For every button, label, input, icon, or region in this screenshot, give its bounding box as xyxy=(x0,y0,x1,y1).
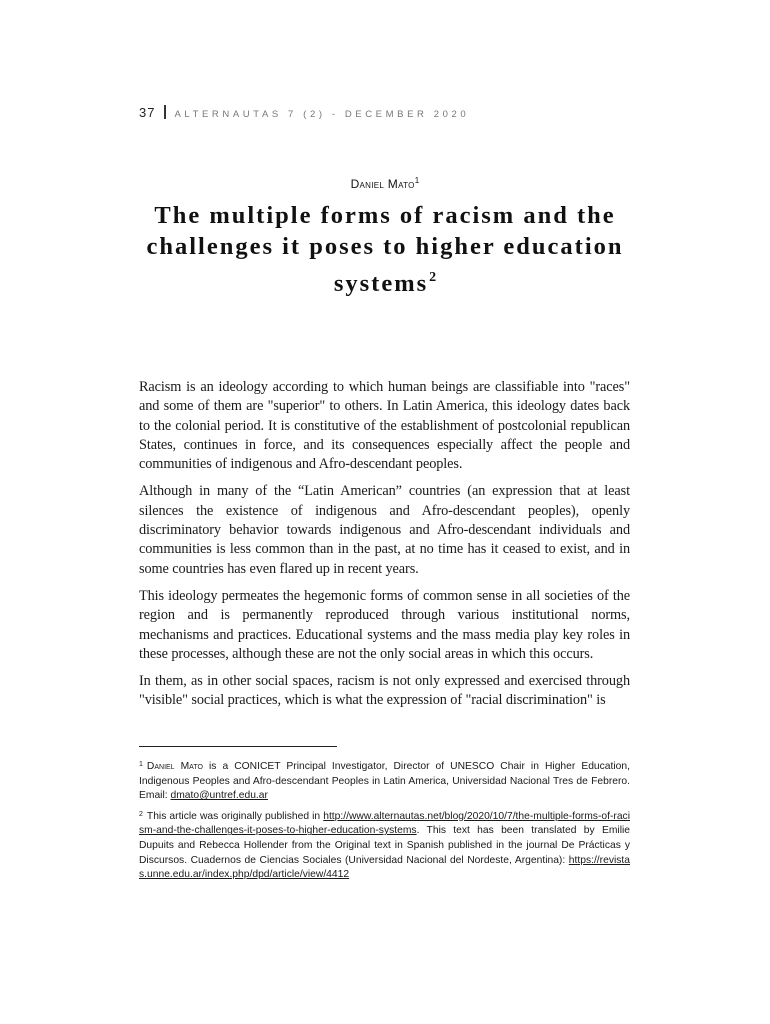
body-paragraph-1: Racism is an ideology according to which human beings are classifiable into "races" and some of them are "superior" to others. In Latin America, this ideology dates back to the colonial period. It is constitutive of the establishment of postcolonial republican States, continues in force, and its consequences especially affect the people and communities of indigenous and Afro-descendant peoples. xyxy=(139,379,630,473)
footnote-1 xyxy=(139,758,630,804)
footnote-2-text-before: This article was originally published in xyxy=(146,810,324,822)
footnote-2-number: 2 xyxy=(139,810,143,818)
footnote-2-text-middle: . This text has been translated by Emilie Dupuits and Rebecca Hollender from the Original text in Spanish published in the journal De Prácticas y Discursos. Cuadernos de Ciencias Sociales (Universidad Nacional del Nordeste, Argentina): xyxy=(139,825,630,866)
body-paragraph-3: This ideology permeates the hegemonic forms of common sense in all societies of the region and is permanently reproduced through various institutional norms, mechanisms and practices. Educational systems and the mass media play key roles in these processes, although these are not the only social areas in which this occurs. xyxy=(139,587,630,662)
page-number: 37 xyxy=(139,105,156,120)
footnote-1-number: 1 xyxy=(139,761,143,768)
article-body xyxy=(139,378,630,719)
body-paragraph-2: Although in many of the “Latin American” countries (an expression that at least silences the existence of indigenous and Afro-descendant peoples), openly discriminatory behavior towards indigenous and Afro-descendant individuals and communities is less common than in the past, at no time has it ceased to exist, and in some countries has even flared up in recent years. xyxy=(139,483,630,577)
original-article-link[interactable]: http://www.alternautas.net/blog/2020/10/7/the-multiple-forms-of-racism-and-the-challenges-it-poses-to-higher-education-systems xyxy=(139,810,630,837)
author-footnote-ref[interactable]: 1 xyxy=(414,176,420,185)
footnote-separator xyxy=(139,746,337,747)
body-paragraph-4: In them, as in other social spaces, racism is not only expressed and exercised through "visible" social practices, which is what the expression of "racial discrimination" is xyxy=(139,673,630,709)
article-title-text: The multiple forms of racism and the challenges it poses to higher education systems xyxy=(146,202,624,297)
article-title xyxy=(128,200,642,299)
running-header xyxy=(139,104,469,124)
title-footnote-ref[interactable]: 2 xyxy=(429,270,437,285)
footnote-1-text: is a CONICET Principal Investigator, Director of UNESCO Chair in Higher Education, Indigenous Peoples and Afro-descendant Peoples in Latin America, Universidad Nacional Tres de Febrero. Email: xyxy=(139,761,630,802)
footnotes xyxy=(139,758,630,887)
author-name: Daniel Mato xyxy=(350,177,415,191)
journal-title: ALTERNAUTAS 7 (2) - DECEMBER 2020 xyxy=(174,109,470,120)
spanish-source-link[interactable]: https://revistas.unne.edu.ar/index.php/dpd/article/view/4412 xyxy=(139,854,630,881)
author-email-link[interactable]: dmato@untref.edu.ar xyxy=(170,790,268,802)
author-byline xyxy=(0,173,770,192)
footnote-2 xyxy=(139,808,630,883)
footnote-1-author: Daniel Mato xyxy=(146,761,203,772)
header-divider xyxy=(164,105,166,119)
